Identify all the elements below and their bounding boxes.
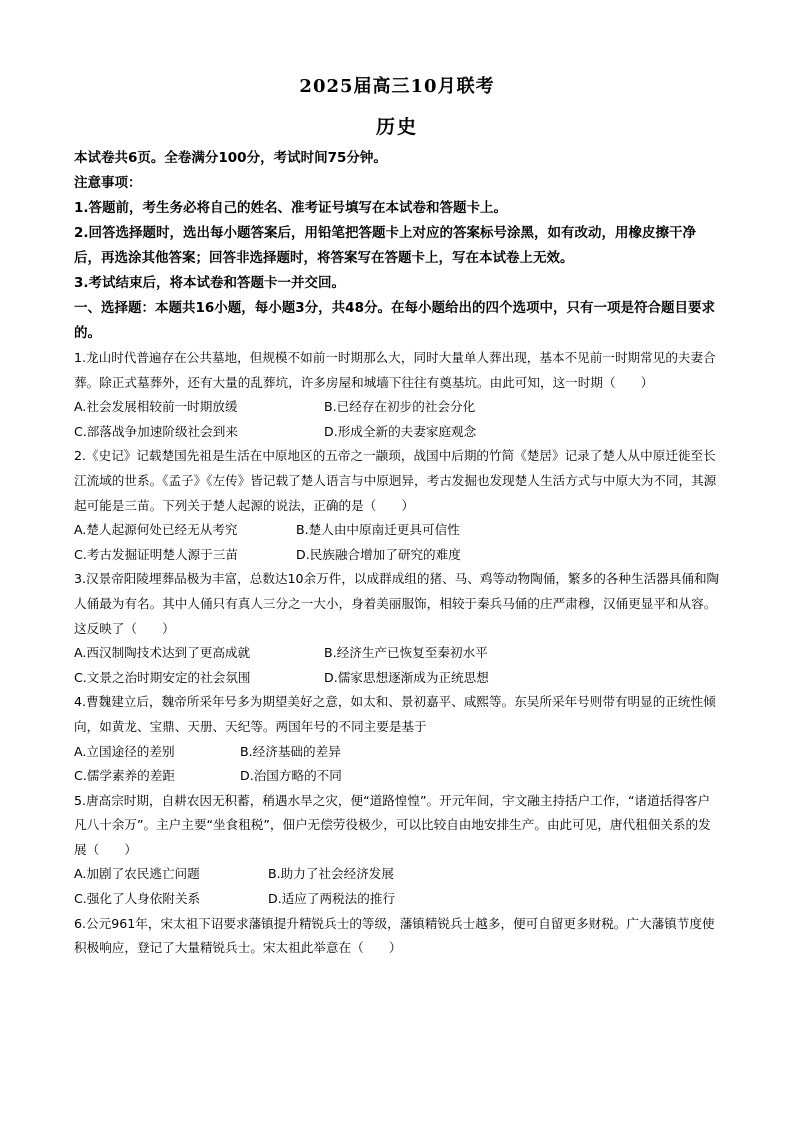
question-3: [74, 567, 722, 690]
option-b: B.已经存在初步的社会分化: [324, 399, 476, 415]
notice-item-3: 3.考试结束后，将本试卷和答题卡一并交回。: [74, 275, 346, 291]
option-row: [74, 641, 722, 666]
question-1: [74, 346, 722, 444]
option-c: C.考古发掘证明楚人源于三苗: [74, 546, 238, 562]
option-b: B.经济基础的差异: [240, 743, 341, 759]
question-stem: 4.曹魏建立后，魏帝所采年号多为期望美好之意，如太和、景初嘉平、咸熙等。东吴所采年号则带有明显的正统性倾向，如黄龙、宝鼎、天册、天纪等。两国年号的不同主要是基于: [74, 694, 716, 734]
question-stem: 5.唐高宗时期，自耕农因无积蓄，稍遇水旱之灾，便“道路惶惶”。开元年间，宇文融主持括户工作，“诸道括得客户凡八十余万”。主户主要“坐食租税”，佃户无偿劳役极少，可以比较自由地安排生产。由此可见，唐代租佃关系的发展（ ）: [74, 792, 711, 857]
exam-info: 本试卷共6页。全卷满分100分，考试时间75分钟。: [74, 150, 387, 166]
option-b: B.楚人由中原南迁更具可信性: [296, 522, 460, 538]
option-d: D.治国方略的不同: [240, 768, 342, 784]
question-2: [74, 444, 722, 567]
option-a: A.社会发展相较前一时期放缓: [74, 399, 238, 415]
question-5: [74, 789, 722, 912]
option-c: C.强化了人身依附关系: [74, 891, 201, 907]
option-row: [74, 420, 722, 445]
notice-item-1: 1.答题前，考生务必将自己的姓名、准考证号填写在本试卷和答题卡上。: [74, 200, 508, 216]
option-b: B.经济生产已恢复至秦初水平: [324, 645, 488, 661]
option-a: A.立国途径的差别: [74, 743, 175, 759]
option-row: [74, 764, 722, 789]
question-stem: 3.汉景帝阳陵埋葬品极为丰富，总数达10余万件，以成群成组的猪、马、鸡等动物陶俑，繁多的各种生活器具俑和陶人俑最为有名。其中人俑只有真人三分之一大小，身着美丽服饰，相较于秦兵马俑的庄严肃穆，汉俑更显平和从容。这反映了（ ）: [74, 571, 720, 636]
notice-title: 注意事项：: [74, 175, 142, 191]
option-row: [74, 518, 722, 543]
exam-content: [74, 146, 722, 961]
option-row: [74, 862, 722, 887]
question-6: [74, 912, 722, 961]
option-row: [74, 740, 722, 765]
option-a: A.西汉制陶技术达到了更高成就: [74, 645, 251, 661]
option-row: [74, 543, 722, 568]
option-row: [74, 395, 722, 420]
option-d: D.民族融合增加了研究的难度: [296, 546, 461, 562]
option-d: D.适应了两税法的推行: [268, 891, 396, 907]
question-stem: 2.《史记》记载楚国先祖是生活在中原地区的五帝之一颛顼，战国中后期的竹简《楚居》记录了楚人从中原迁徙至长江流域的世系。《孟子》《左传》皆记载了楚人语言与中原迥异，考古发掘也发现楚人生活方式与中原大为不同，其源起可能是三苗。下列关于楚人起源的说法，正确的是（ ）: [74, 448, 717, 513]
question-4: [74, 690, 722, 788]
question-stem: 6.公元961年，宋太祖下诏要求藩镇提升精锐兵士的等级，藩镇精锐兵士越多，便可自留更多财税。广大藩镇节度使积极响应，登记了大量精锐兵士。宋太祖此举意在（ ）: [74, 915, 715, 956]
option-c: C.儒学素养的差距: [74, 768, 175, 784]
option-row: [74, 666, 722, 691]
option-row: [74, 887, 722, 912]
option-c: C.部落战争加速阶级社会到来: [74, 423, 238, 439]
subject-title: 历史: [375, 116, 418, 138]
option-d: D.形成全新的夫妻家庭观念: [324, 423, 477, 439]
option-a: A.楚人起源何处已经无从考究: [74, 522, 238, 538]
exam-title: 2025届高三10月联考: [299, 76, 495, 97]
section-heading: 一、选择题：本题共16小题，每小题3分，共48分。在每小题给出的四个选项中，只有一项是符合题目要求的。: [74, 300, 715, 341]
option-d: D.儒家思想逐渐成为正统思想: [324, 669, 489, 685]
question-stem: 1.龙山时代普遍存在公共墓地，但规模不如前一时期那么大，同时大量单人葬出现，基本不见前一时期常见的夫妻合葬。除正式墓葬外，还有大量的乱葬坑，许多房屋和城墙下往往有奠基坑。由此可知，这一时期（ ）: [74, 350, 716, 390]
option-c: C.文景之治时期安定的社会氛围: [74, 669, 251, 685]
option-a: A.加剧了农民逃亡问题: [74, 866, 200, 882]
option-b: B.助力了社会经济发展: [268, 866, 394, 882]
notice-item-2: 2.回答选择题时，选出每小题答案后，用铅笔把答题卡上对应的答案标号涂黑，如有改动，用橡皮擦干净后，再选涂其他答案；回答非选择题时，将答案写在答题卡上，写在本试卷上无效。: [74, 225, 697, 266]
